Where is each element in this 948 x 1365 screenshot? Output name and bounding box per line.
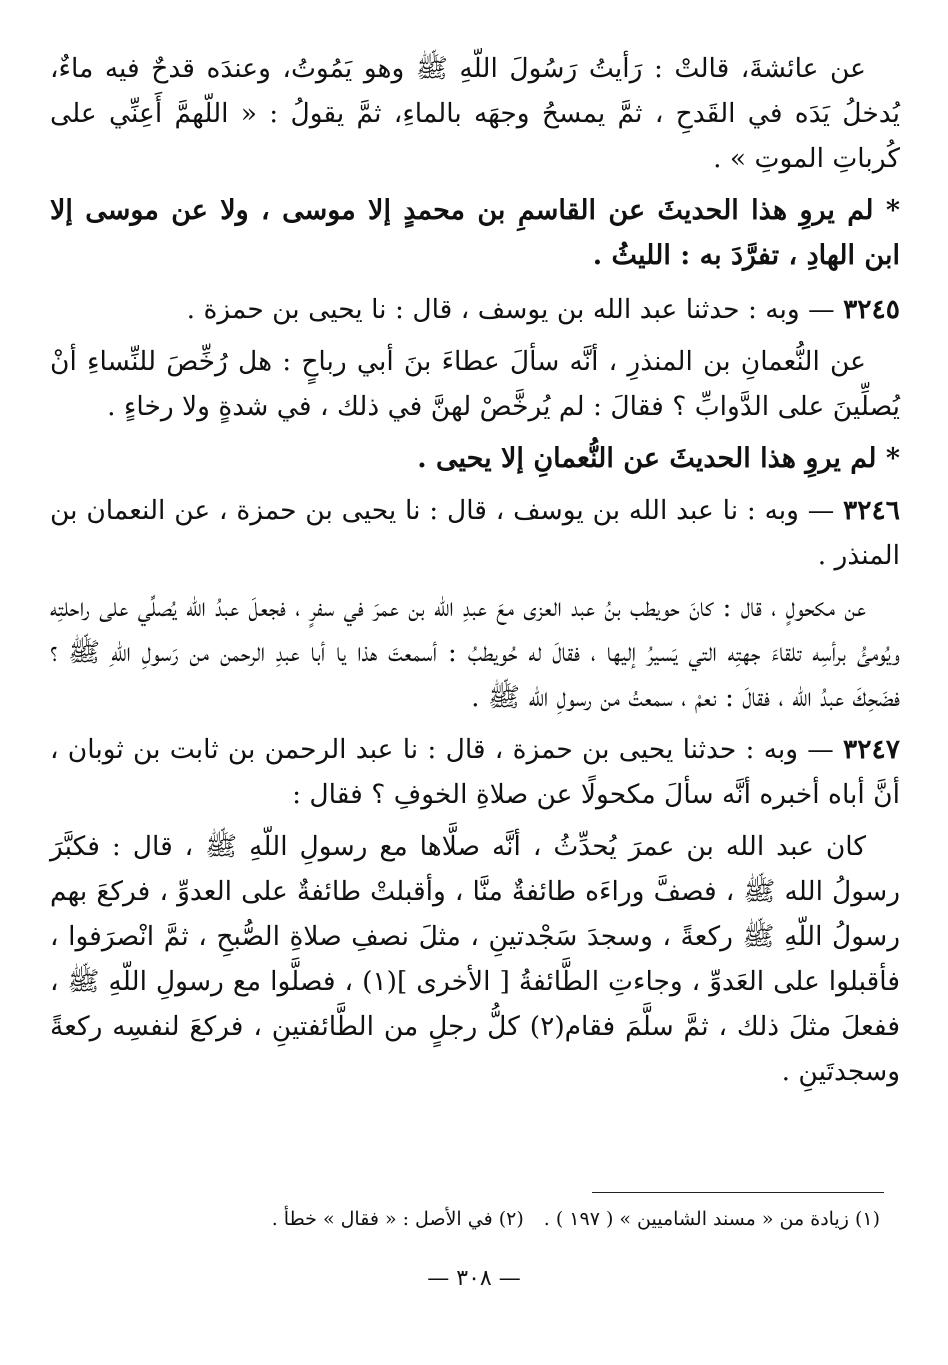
- hadith-3247-chain-text: — وبه : حدثنا يحيى بن حمزة ، قال : نا عبد الرحمن بن ثابت بن ثوبان ، أنَّ أباه أخبره أنَّه سألَ مكحولًا عن صلاةِ الخوفِ ؟ فقال :: [50, 734, 900, 810]
- hadith-3245-text: عن النُّعمانِ بن المنذرِ ، أنَّه سألَ عطاءَ بنَ أبي رباحٍ : هل رُخِّصَ للنِّساءِ أنْ يُصلِّينَ على الدَّوابِّ ؟ فقالَ : لم يُرخَّصْ لهنَّ في ذلك ، في شدةٍ ولا رخاءٍ .: [50, 346, 900, 422]
- hadith-text-aisha: عن عائشةَ، قالتْ : رَأيتُ رَسُولَ اللّهِ ﷺ وهو يَمُوتُ، وعندَه قدحٌ فيه ماءٌ، يُدخلُ يَدَه في القَدحِ ، ثمَّ يمسحُ وجهَه بالماءِ، ثمَّ يقولُ : « اللّهمَّ أَعِنِّي على كُرباتِ الموتِ » .: [50, 53, 900, 174]
- hadith-3247-text: كان عبد الله بن عمرَ يُحدِّثُ ، أنَّه صلَّاها مع رسولِ اللّهِ ﷺ ، قال : فكبَّرَ رسولُ الله ﷺ ، فصفَّ وراءَه طائفةٌ منَّا ، وأقبلتْ طائفةٌ على العدوِّ ، فركعَ بهم رسولُ اللّهِ ﷺ ركعةً ، وسجدَ سَجْدتينِ ، مثلَ نصفِ صلاةِ الصُّبحِ ، ثمَّ انْصرَفوا ، فأقبلوا على العَدوِّ ، وجاءتِ الطَّائفةُ [ الأخرى ](١) ، فصلَّوا مع رسولِ اللّهِ ﷺ ، ففعلَ مثلَ ذلك ، ثمَّ سلَّمَ فقام(٢) كلُّ رجلٍ من الطَّائفتينِ ، فركعَ لنفسِه ركعةً وسجدتَينِ .: [50, 831, 900, 1087]
- hadith-3246-text: عن مكحولٍ ، قال : كانَ حويطب بنُ عبد العزى معَ عبدِ الله بن عمرَ في سفرٍ ، فجعلَ عبدُ الله يُصلِّي على راحلتِه ويُومئُ برأسِه تلقاءَ جهتِه التي يَسيرُ إليها ، فقالَ له حُويطبُ : أسمعتَ هذا يا أبا عبدِ الرحمن من رَسولِ اللّهِ ﷺ ؟ فضَحِكَ عبدُ الله ، فقالَ : نعمْ ، سمعتُ من رسولِ الله ﷺ .: [50, 592, 900, 713]
- hadith-number-3245: ٣٢٤٥: [843, 294, 900, 325]
- hadith-3245-chain-text: — وبه : حدثنا عبد الله بن يوسف ، قال : نا يحيى بن حمزة .: [186, 294, 835, 325]
- hadith-number-3247: ٣٢٤٧: [843, 734, 900, 765]
- page-number: — ٣٠٨ —: [427, 1266, 521, 1291]
- footnote-divider: [592, 1192, 884, 1193]
- star-icon: *: [885, 443, 900, 474]
- footnotes: [120, 1203, 880, 1235]
- footnote-2: (٢) في الأصل : « فقال » خطأ .: [271, 1208, 524, 1230]
- isnad-note-1-text: لم يروِ هذا الحديثَ عن القاسمِ بن محمدٍ إلا موسى ، ولا عن موسى إلا ابن الهادِ ، تفرَّدَ به : الليثُ .: [50, 195, 900, 271]
- hadith-3246-chain-text: — وبه : نا عبد الله بن يوسف ، قال : نا يحيى بن حمزة ، عن النعمان بن المنذر .: [50, 495, 900, 571]
- isnad-note-2-text: لم يروِ هذا الحديثَ عن النُّعمانِ إلا يحيى .: [417, 443, 877, 474]
- page-body: [50, 46, 900, 1094]
- hadith-3247-chain: [50, 727, 900, 817]
- footnote-1: (١) زيادة من « مسند الشاميين » ( ١٩٧ ) .: [543, 1208, 880, 1230]
- isnad-note-2: [50, 436, 900, 481]
- isnad-note-1: [50, 188, 900, 278]
- hadith-3246-chain: [50, 488, 900, 578]
- hadith-number-3246: ٣٢٤٦: [843, 495, 900, 526]
- star-icon: *: [885, 195, 900, 226]
- hadith-3245-chain: [50, 287, 900, 332]
